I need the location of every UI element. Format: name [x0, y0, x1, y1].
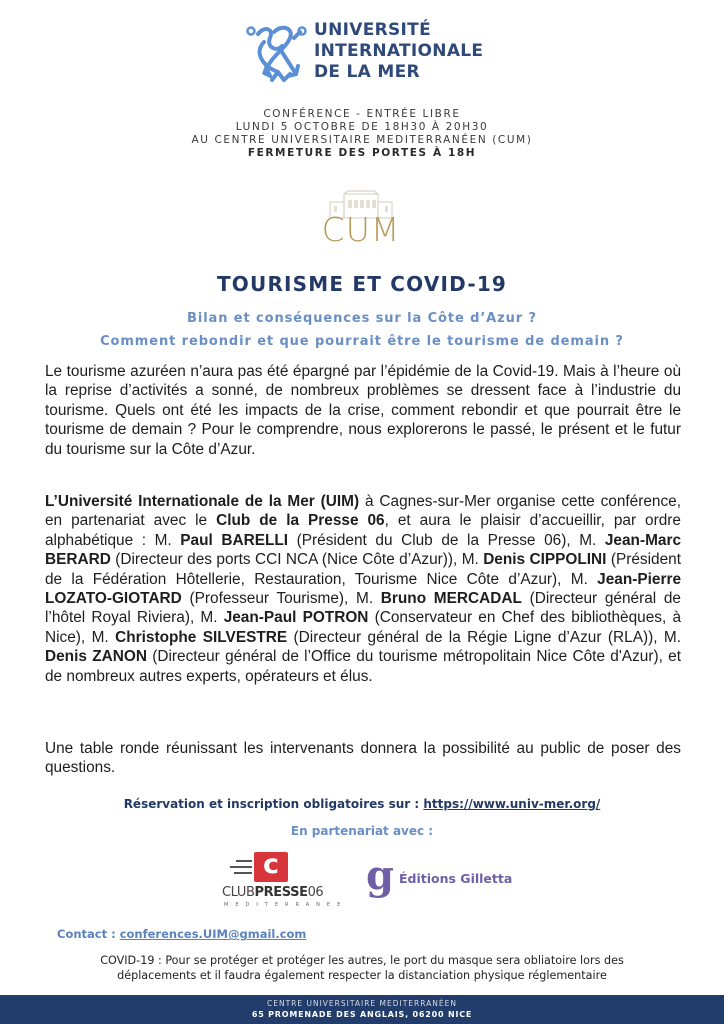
speaker-role: (Directeur général de l’hôtel Royal Riviera),: [45, 590, 681, 627]
speaker-name: Paul BARELLI: [180, 531, 289, 549]
footer-bar: [0, 995, 724, 1024]
text-span: CLUB: [222, 885, 255, 900]
contact-line: [57, 927, 306, 941]
text-span: PRESSE: [254, 885, 308, 900]
speaker-prefix: M.: [154, 531, 181, 549]
speaker-role: (Professeur Tourisme),: [181, 590, 356, 608]
speaker-prefix: M.: [91, 628, 116, 646]
speaker-name: Denis ZANON: [45, 648, 147, 666]
gilletta-logo: [364, 852, 513, 899]
speaker-prefix: M.: [356, 590, 381, 608]
intro-paragraph: Le tourisme azuréen n’aura pas été épargné par l’épidémie de la Covid-19. Mais à l’heure où la reprise d’activités a sonné, de nombreux problèmes se dressent face à l’industrie du tourisme. Quels ont été les impacts de la crise, comment rebondir et que pourrait être le tourisme de demain ? Pour le comprendre, nous explorerons le passé, le présent et le futur du tourisme sur la Côte d’Azur.: [45, 363, 681, 458]
covid-note: COVID-19 : Pour se protéger et protéger les autres, le port du masque sera obliatoire lors des déplacements et il faudra également respecter la distanciation physique réglementaire: [100, 954, 624, 982]
contact-label: Contact :: [57, 927, 120, 941]
doors-close: FERMETURE DES PORTES À 18H: [247, 147, 477, 159]
text-span: , et de nombreux autres experts, opérateurs et élus.: [45, 648, 681, 685]
anchor-seahorse-icon: [244, 22, 312, 84]
event-type: CONFÉRENCE - ENTRÉE LIBRE: [263, 108, 461, 120]
speaker-name: Christophe SILVESTRE: [115, 628, 288, 646]
speaker-prefix: M.: [570, 570, 598, 588]
speaker-prefix: M.: [579, 531, 605, 549]
speed-line: [234, 872, 252, 874]
speaker-prefix: M.: [200, 609, 224, 627]
round-table-paragraph: Une table ronde réunissant les intervenants donnera la possibilité au public de poser des questions.: [45, 740, 681, 777]
gilletta-icon: g: [366, 852, 394, 899]
uim-logo: [244, 20, 484, 84]
partners-label: En partenariat avec :: [290, 824, 434, 838]
speaker-role: (Directeur général de l’Office du tourisme métropolitain Nice Côte d'Azur): [146, 648, 659, 666]
organizer-paragraph: [45, 492, 681, 686]
speaker-role: (Président de la Fédération Hôtellerie, Restauration, Tourisme Nice Côte d’Azur),: [45, 551, 681, 588]
cum-logo: [316, 190, 406, 250]
club-presse-sub: MEDITERRANEE: [224, 902, 348, 908]
event-venue: AU CENTRE UNIVERSITAIRE MEDITERRANÉEN (CUM): [191, 134, 533, 146]
speaker-role: (Conservateur en Chef des bibliothèques, à Nice),: [45, 609, 682, 646]
speaker-name: Bruno MERCADAL: [380, 590, 522, 608]
club-presse-logo: [222, 849, 348, 912]
reservation-line: [0, 797, 724, 811]
speaker-role: (Président du Club de la Presse 06),: [288, 531, 580, 549]
text-span: à Cagnes-sur-Mer organise cette conférence, en partenariat avec le: [45, 493, 681, 530]
logo-line-1: UNIVERSITÉ: [314, 20, 431, 40]
reservation-link[interactable]: https://www.univ-mer.org/: [423, 797, 601, 811]
text-span: , et aura le plaisir d’accueillir, par ordre alphabétique :: [45, 512, 681, 549]
gilletta-name: Éditions Gilletta: [399, 871, 513, 886]
uim-logo-text: [314, 20, 483, 83]
speaker-name: Jean-Pierre LOZATO-GIOTARD: [45, 570, 682, 608]
speed-line: [236, 860, 252, 862]
speed-line: [230, 866, 252, 868]
partner-name: Club de la Presse 06: [216, 512, 385, 530]
organizer-name: L’Université Internationale de la Mer (UIM): [45, 493, 360, 510]
cum-logo-text: CUM: [321, 210, 401, 249]
footer-address: 65 PROMENADE DES ANGLAIS, 06200 NICE: [251, 1010, 473, 1019]
event-date: LUNDI 5 OCTOBRE DE 18H30 À 20H30: [235, 121, 489, 133]
reservation-label: Réservation et inscription obligatoires sur :: [123, 797, 424, 811]
speaker-name: Jean-Paul POTRON: [223, 609, 369, 627]
speakers-list: [45, 532, 681, 665]
footer-venue: CENTRE UNIVERSITAIRE MEDITERRANÉEN: [266, 999, 457, 1008]
speaker-name: Denis CIPPOLINI: [483, 551, 607, 569]
speaker-role: (Directeur des ports CCI NCA (Nice Côte d’Azur)),: [110, 551, 462, 569]
event-info: [0, 108, 724, 160]
speaker-role: (Directeur général de la Régie Ligne d’Azur (RLA)),: [287, 628, 664, 646]
page-title: TOURISME ET COVID-19: [216, 272, 508, 296]
contact-email-link[interactable]: conferences.UIM@gmail.com: [119, 927, 307, 941]
logo-line-3: DE LA MER: [314, 62, 420, 82]
speaker-name: Jean-Marc BERARD: [45, 531, 682, 569]
logo-line-2: INTERNATIONALE: [314, 41, 484, 61]
text-span: 06: [307, 885, 324, 900]
club-presse-name: [222, 885, 323, 900]
club-presse-icon: [254, 849, 288, 882]
subtitle-2: Comment rebondir et que pourrait être le tourisme de demain ?: [100, 334, 624, 349]
club-presse-icon-letter: c: [262, 849, 279, 880]
subtitle-1: Bilan et conséquences sur la Côte d’Azur ?: [187, 311, 537, 326]
speaker-prefix: M.: [461, 551, 484, 569]
speaker-prefix: M.: [663, 628, 682, 646]
